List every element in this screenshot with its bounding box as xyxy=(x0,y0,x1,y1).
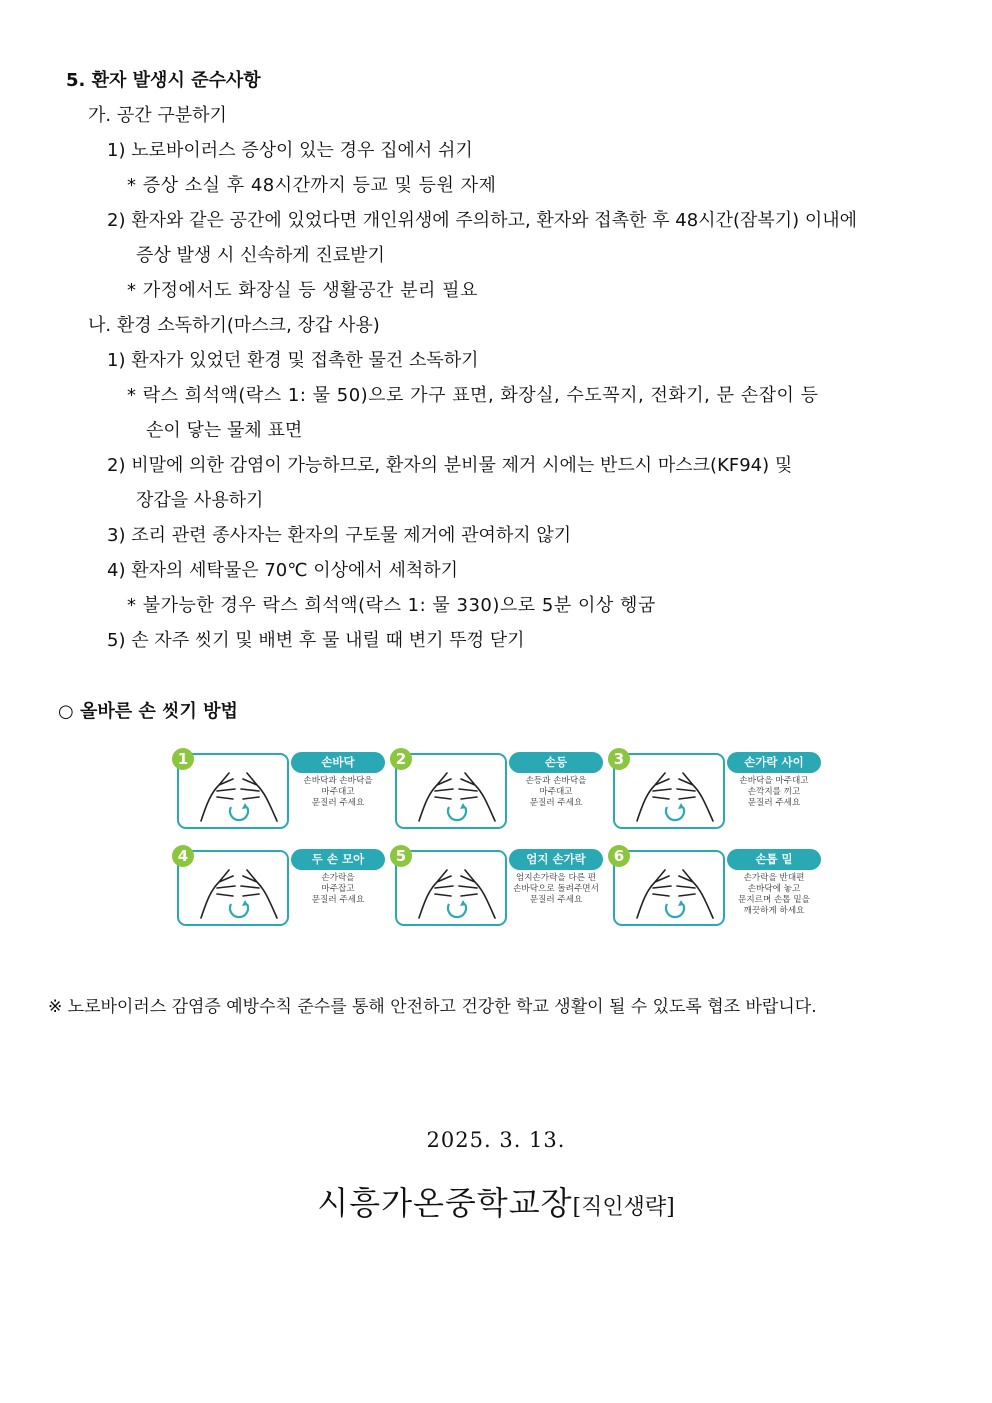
seal-note: [직인생략] xyxy=(572,1195,675,1220)
section-title: 5. 환자 발생시 준수사항 xyxy=(66,70,261,91)
step-illustration-frame xyxy=(177,753,289,829)
handwash-guide xyxy=(172,748,820,934)
hands-illustration xyxy=(407,763,507,825)
hands-illustration xyxy=(625,860,725,922)
item-na-2-cont: 장갑을 사용하기 xyxy=(136,490,264,511)
step-description: 엄지손가락을 다른 편 손바닥으로 돌려주면서 문질러 주세요 xyxy=(513,873,599,905)
handwash-step xyxy=(172,748,384,832)
hands-illustration xyxy=(625,763,725,825)
step-title: 두 손 모아 xyxy=(291,849,385,870)
item-na-3: 3) 조리 관련 종사자는 환자의 구토물 제거에 관여하지 않기 xyxy=(107,525,572,546)
item-ga-2: 2) 환자와 같은 공간에 있었다면 개인위생에 주의하고, 환자와 접촉한 후 48시간(잠복기) 이내에 xyxy=(107,210,858,231)
step-title: 엄지 손가락 xyxy=(509,849,603,870)
step-title: 손바닥 xyxy=(291,752,385,773)
step-illustration-frame xyxy=(613,753,725,829)
principal-name: 시흥가온중학교장 xyxy=(317,1184,573,1222)
step-title: 손톱 밑 xyxy=(727,849,821,870)
item-ga-1: 1) 노로바이러스 증상이 있는 경우 집에서 쉬기 xyxy=(107,140,473,161)
note-na-4: * 불가능한 경우 락스 희석액(락스 1: 물 330)으로 5분 이상 헹굼 xyxy=(127,595,656,616)
note-na-1-cont: 손이 닿는 물체 표면 xyxy=(146,420,303,441)
note-na-1: * 락스 희석액(락스 1: 물 50)으로 가구 표면, 화장실, 수도꼭지, 전화기, 문 손잡이 등 xyxy=(127,385,819,406)
signature xyxy=(0,1178,992,1224)
item-na-5: 5) 손 자주 씻기 및 배변 후 물 내릴 때 변기 뚜껑 닫기 xyxy=(107,630,525,651)
note-ga-1: * 증상 소실 후 48시간까지 등교 및 등원 자제 xyxy=(127,175,497,196)
closing-note: ※ 노로바이러스 감염증 예방수칙 준수를 통해 안전하고 건강한 학교 생활이 될 수 있도록 협조 바랍니다. xyxy=(48,997,817,1017)
step-number-badge: 3 xyxy=(608,748,630,770)
handwash-step xyxy=(390,845,602,929)
step-description: 손바닥을 마주대고 손깍지를 끼고 문질러 주세요 xyxy=(739,776,809,808)
step-number-badge: 5 xyxy=(390,845,412,867)
step-number-badge: 1 xyxy=(172,748,194,770)
step-description: 손바닥과 손바닥을 마주대고 문질러 주세요 xyxy=(303,776,373,808)
document-date: 2025. 3. 13. xyxy=(426,1128,566,1152)
step-description: 손등과 손바닥을 마주대고 문질러 주세요 xyxy=(525,776,587,808)
step-illustration-frame xyxy=(395,753,507,829)
handwash-step xyxy=(608,845,820,929)
subsection-na: 나. 환경 소독하기(마스크, 장갑 사용) xyxy=(88,315,380,336)
handwash-step xyxy=(172,845,384,929)
step-title: 손가락 사이 xyxy=(727,752,821,773)
hands-illustration xyxy=(189,763,289,825)
step-title: 손등 xyxy=(509,752,603,773)
note-ga-2: * 가정에서도 화장실 등 생활공간 분리 필요 xyxy=(127,280,478,301)
step-description: 손가락을 반대편 손바닥에 놓고 문지르며 손톱 밑을 깨끗하게 하세요 xyxy=(738,873,810,916)
hands-illustration xyxy=(189,860,289,922)
item-na-2: 2) 비말에 의한 감염이 가능하므로, 환자의 분비물 제거 시에는 반드시 마스크(KF94) 및 xyxy=(107,455,793,476)
step-description: 손가락을 마주잡고 문질러 주세요 xyxy=(311,873,365,905)
handwash-step xyxy=(608,748,820,832)
step-number-badge: 4 xyxy=(172,845,194,867)
step-illustration-frame xyxy=(613,850,725,926)
item-na-1: 1) 환자가 있었던 환경 및 접촉한 물건 소독하기 xyxy=(107,350,479,371)
handwash-step xyxy=(390,748,602,832)
subsection-ga: 가. 공간 구분하기 xyxy=(88,105,227,126)
handwash-heading: ○ 올바른 손 씻기 방법 xyxy=(58,701,238,722)
step-number-badge: 2 xyxy=(390,748,412,770)
step-illustration-frame xyxy=(395,850,507,926)
item-na-4: 4) 환자의 세탁물은 70℃ 이상에서 세척하기 xyxy=(107,560,459,581)
item-ga-2-cont: 증상 발생 시 신속하게 진료받기 xyxy=(136,245,385,266)
step-illustration-frame xyxy=(177,850,289,926)
step-number-badge: 6 xyxy=(608,845,630,867)
hands-illustration xyxy=(407,860,507,922)
